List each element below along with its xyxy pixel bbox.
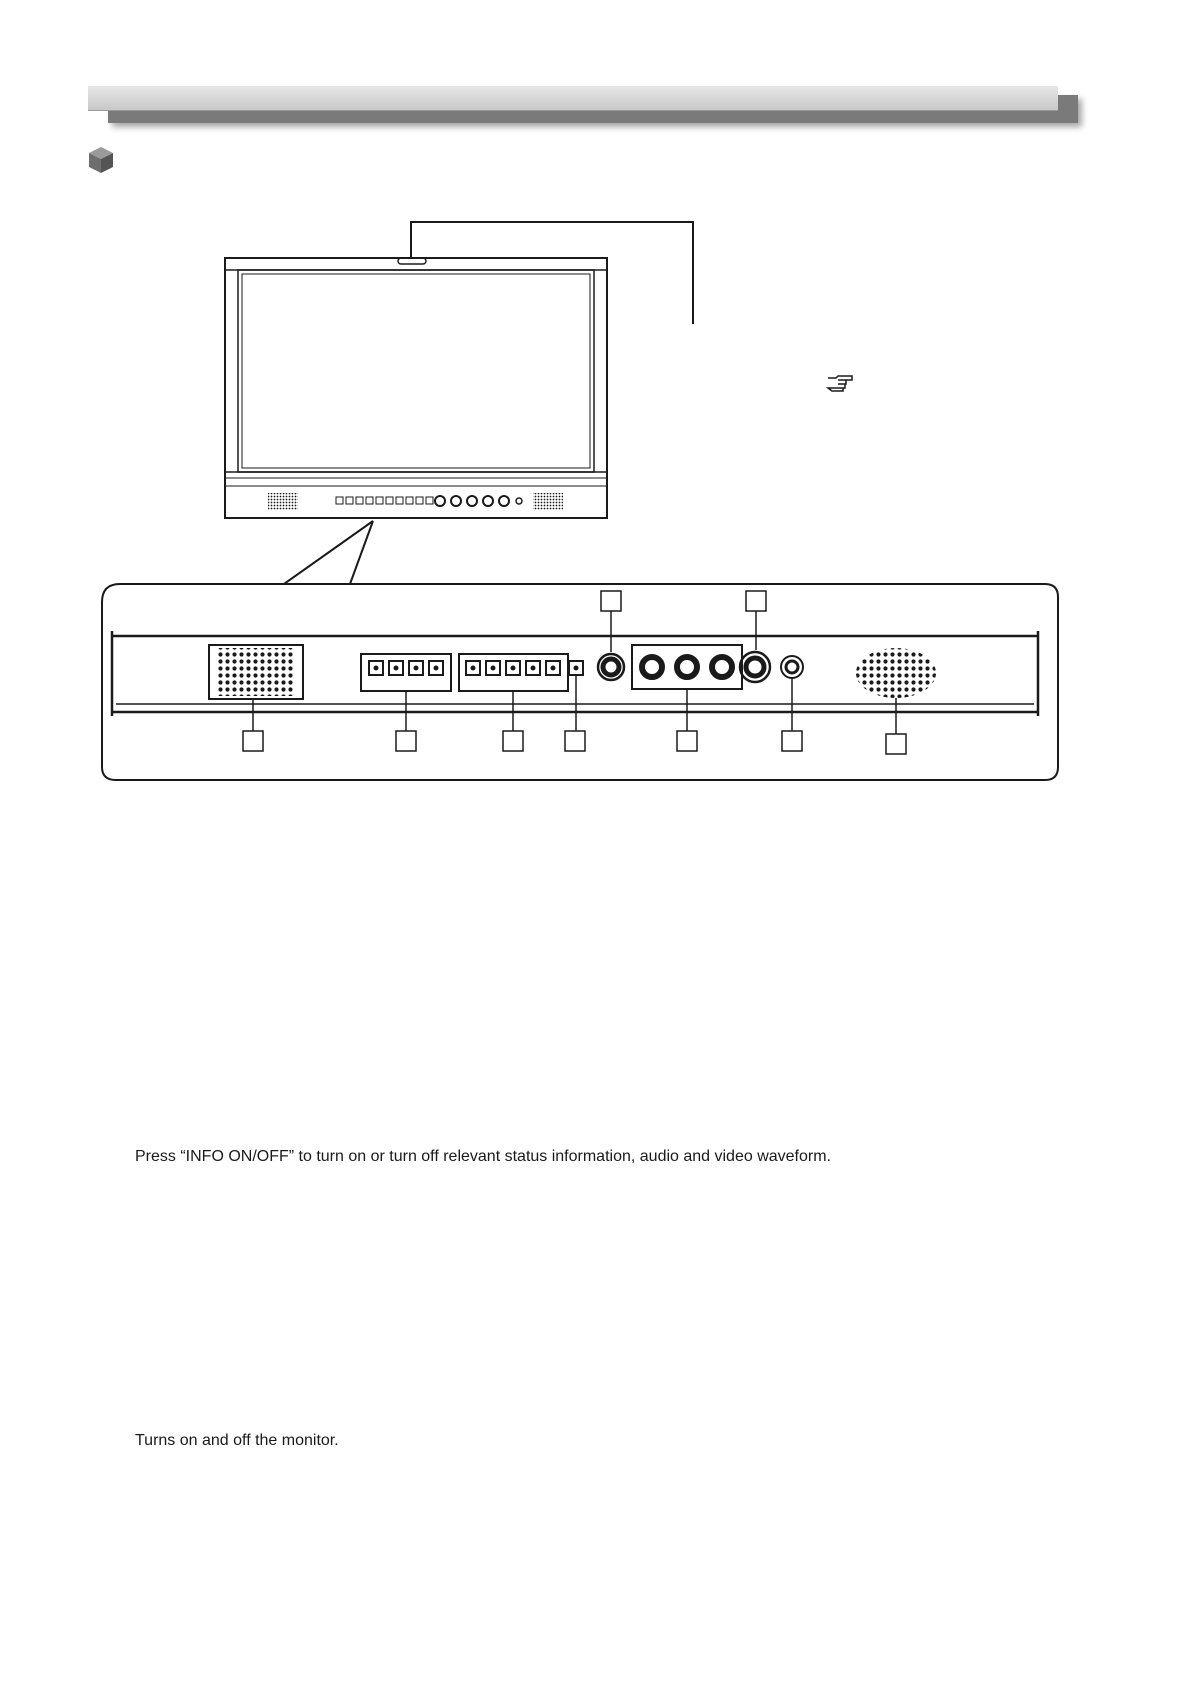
mini-button-row bbox=[336, 497, 433, 504]
info-description: Press “INFO ON/OFF” to turn on or turn off relevant status information, audio and video waveform. bbox=[135, 1148, 831, 1165]
speaker-left-grille bbox=[218, 648, 294, 696]
speaker-right-grille bbox=[856, 648, 936, 698]
zoom-leader-right bbox=[350, 521, 373, 584]
monitor-front bbox=[225, 258, 607, 518]
tally-leader-line bbox=[411, 222, 693, 324]
mini-knob-row bbox=[435, 496, 522, 506]
pointing-hand-icon bbox=[828, 376, 852, 391]
power-description: Turns on and off the monitor. bbox=[135, 1432, 339, 1449]
mini-speaker-left bbox=[268, 493, 298, 510]
mini-speaker-right bbox=[533, 493, 563, 510]
zoom-leader-left bbox=[120, 521, 373, 584]
